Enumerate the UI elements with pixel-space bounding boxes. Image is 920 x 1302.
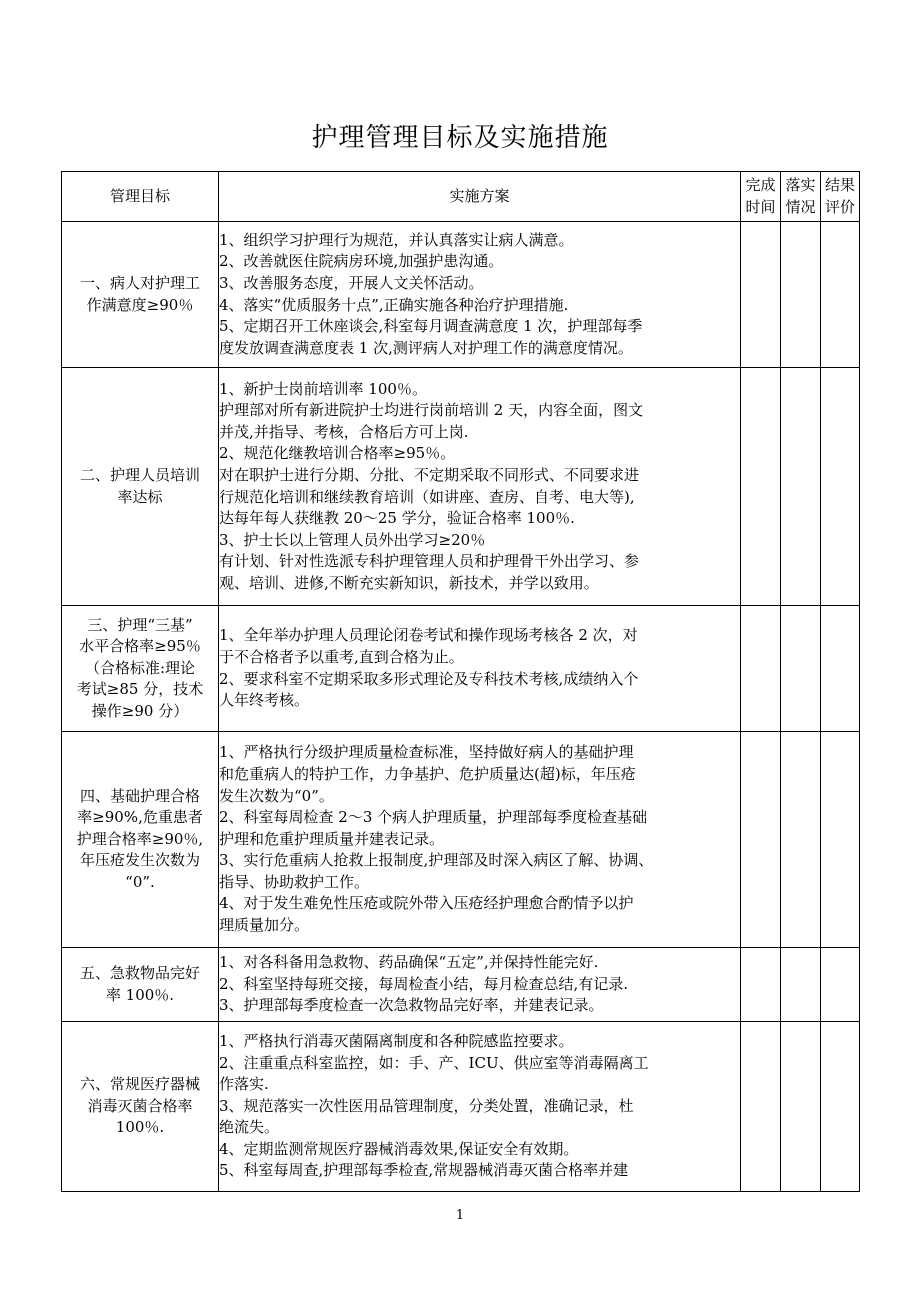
page-title: 护理管理目标及实施措施 [311,123,609,153]
plan-line: 5、定期召开工休座谈会,科室每月调查满意度 1 次，护理部每季 [219,317,643,336]
goals-table [61,171,860,1192]
goal-line: 五、急救物品完好 [79,963,200,982]
plan-cell [219,948,741,1022]
evaluation-cell [821,368,860,606]
plan-line: 有计划、针对性选派专科护理管理人员和护理骨干外出学习、参 [219,552,640,571]
plan-cell [219,1022,741,1192]
plan-line: 观、培训、进修,不断充实新知识，新技术，并学以致用。 [219,573,599,592]
plan-line: 1、全年举办护理人员理论闭卷考试和操作现场考核各 2 次，对 [219,626,638,645]
goal-row [62,222,860,368]
goal-cell [62,606,219,732]
goal-cell [62,368,219,606]
goal-line: 一、病人对护理工 [79,273,200,292]
goal-cell [62,948,219,1022]
header-complete-time-line: 时间 [745,197,776,216]
complete-time-cell [741,732,781,948]
goal-line: 四、基础护理合格 [79,786,200,805]
plan-line: 3、规范落实一次性医用品管理制度，分类处置，准确记录，杜 [219,1096,634,1115]
plan-line: 指导、协助救护工作。 [219,872,370,891]
plan-cell [219,368,741,606]
goal-line: “0”. [125,872,155,891]
plan-line: 护理部对所有新进院护士均进行岗前培训 2 天，内容全面，图文 [219,401,644,420]
plan-line: 3、改善服务态度，开展人文关怀活动。 [219,273,484,292]
header-complete-time [741,172,781,222]
plan-line: 1、组织学习护理行为规范，并认真落实让病人满意。 [219,230,574,249]
implementation-cell [781,368,821,606]
plan-line: 2、科室坚持每班交接，每周检查小结，每月检查总结,有记录. [219,974,629,993]
plan-line: 作落实. [219,1075,269,1094]
plan-cell [219,732,741,948]
header-implementation-line: 情况 [785,197,816,216]
goal-row [62,732,860,948]
evaluation-cell [821,222,860,368]
header-evaluation-line: 评价 [824,197,855,216]
complete-time-cell [741,948,781,1022]
plan-line: 1、严格执行分级护理质量检查标准，坚持做好病人的基础护理 [219,743,634,762]
header-implementation-line: 落实 [785,175,816,194]
evaluation-cell [821,948,860,1022]
header-complete-time-line: 完成 [745,175,776,194]
plan-line: 5、科室每周查,护理部每季检查,常规器械消毒灭菌合格率并建 [219,1161,629,1180]
goal-line: 六、常规医疗器械 [79,1075,200,1094]
goal-line: 操作≥90 分） [91,701,189,720]
implementation-cell [781,1022,821,1192]
goal-row [62,606,860,732]
plan-cell [219,606,741,732]
goal-line: 水平合格率≥95％ [79,637,201,656]
implementation-cell [781,222,821,368]
plan-line: 人年终考核。 [219,691,310,710]
header-evaluation [821,172,860,222]
plan-line: 1、新护士岗前培训率 100％。 [219,379,427,398]
page-number: 1 [455,1208,465,1223]
goal-row [62,1022,860,1192]
plan-line: 4、落实“优质服务十点”,正确实施各种治疗护理措施. [219,295,569,314]
plan-line: 4、定期监测常规医疗器械消毒效果,保证安全有效期。 [219,1139,579,1158]
evaluation-cell [821,606,860,732]
evaluation-cell [821,1022,860,1192]
plan-line: 护理和危重护理质量并建表记录。 [219,829,445,848]
header-goal: 管理目标 [62,172,219,222]
header-row [62,172,860,222]
goal-line: 护理合格率≥90％, [76,829,204,848]
goal-line: 率 100％. [105,985,175,1004]
complete-time-cell [741,368,781,606]
goal-line: 消毒灭菌合格率 [87,1096,193,1115]
implementation-cell [781,732,821,948]
goal-line: 率≥90%,危重患者 [77,808,203,827]
plan-line: 发生次数为“0”。 [219,786,334,805]
plan-line: 和危重病人的特护工作，力争基护、危护质量达(超)标，年压疮 [219,764,636,783]
header-implementation [781,172,821,222]
complete-time-cell [741,606,781,732]
header-evaluation-line: 结果 [824,175,855,194]
evaluation-cell [821,732,860,948]
plan-line: 4、对于发生难免性压疮或院外带入压疮经护理愈合酌情予以护 [219,894,634,913]
implementation-cell [781,948,821,1022]
goal-line: 100％. [115,1118,165,1137]
plan-line: 2、改善就医住院病房环境,加强护患沟通。 [219,252,504,271]
goal-line: （合格标准:理论 [84,658,196,677]
plan-line: 达每年每人获继教 20～25 学分，验证合格率 100％. [219,509,575,528]
implementation-cell [781,606,821,732]
goal-line: 考试≥85 分，技术 [76,680,204,699]
plan-line: 绝流失。 [219,1118,280,1137]
goal-cell [62,732,219,948]
goal-row [62,368,860,606]
plan-line: 对在职护士进行分期、分批、不定期采取不同形式、不同要求进 [219,465,640,484]
plan-line: 1、对各科备用急救物、药品确保“五定”,并保持性能完好. [219,953,599,972]
plan-line: 行规范化培训和继续教育培训（如讲座、查房、自考、电大等), [219,487,635,506]
goal-line: 三、护理“三基” [87,615,193,634]
goal-row [62,948,860,1022]
plan-line: 理质量加分。 [219,916,310,935]
plan-line: 2、要求科室不定期采取多形式理论及专科技术考核,成绩纳入个 [219,669,639,688]
complete-time-cell [741,222,781,368]
plan-line: 3、实行危重病人抢救上报制度,护理部及时深入病区了解、协调、 [219,851,654,870]
goal-line: 作满意度≥90％ [86,295,194,314]
plan-line: 1、严格执行消毒灭菌隔离制度和各种院感监控要求。 [219,1031,574,1050]
plan-cell [219,222,741,368]
goal-line: 二、护理人员培训 [79,465,200,484]
plan-line: 2、科室每周检查 2～3 个病人护理质量，护理部每季度检查基础 [219,808,648,827]
plan-line: 度发放调查满意度表 1 次,测评病人对护理工作的满意度情况。 [219,338,633,357]
plan-line: 3、护理部每季度检查一次急救物品完好率，并建表记录。 [219,996,604,1015]
goal-cell [62,1022,219,1192]
goal-line: 率达标 [117,487,163,506]
plan-line: 3、护士长以上管理人员外出学习≥20％ [219,530,486,549]
plan-line: 2、规范化继教培训合格率≥95％。 [219,444,456,463]
plan-line: 并茂,并指导、考核，合格后方可上岗. [219,422,469,441]
goal-cell [62,222,219,368]
header-plan: 实施方案 [219,172,741,222]
plan-line: 2、注重重点科室监控，如：手、产、ICU、供应室等消毒隔离工 [219,1053,649,1072]
goal-line: 年压疮发生次数为 [79,851,200,870]
complete-time-cell [741,1022,781,1192]
plan-line: 于不合格者予以重考,直到合格为止。 [219,647,464,666]
